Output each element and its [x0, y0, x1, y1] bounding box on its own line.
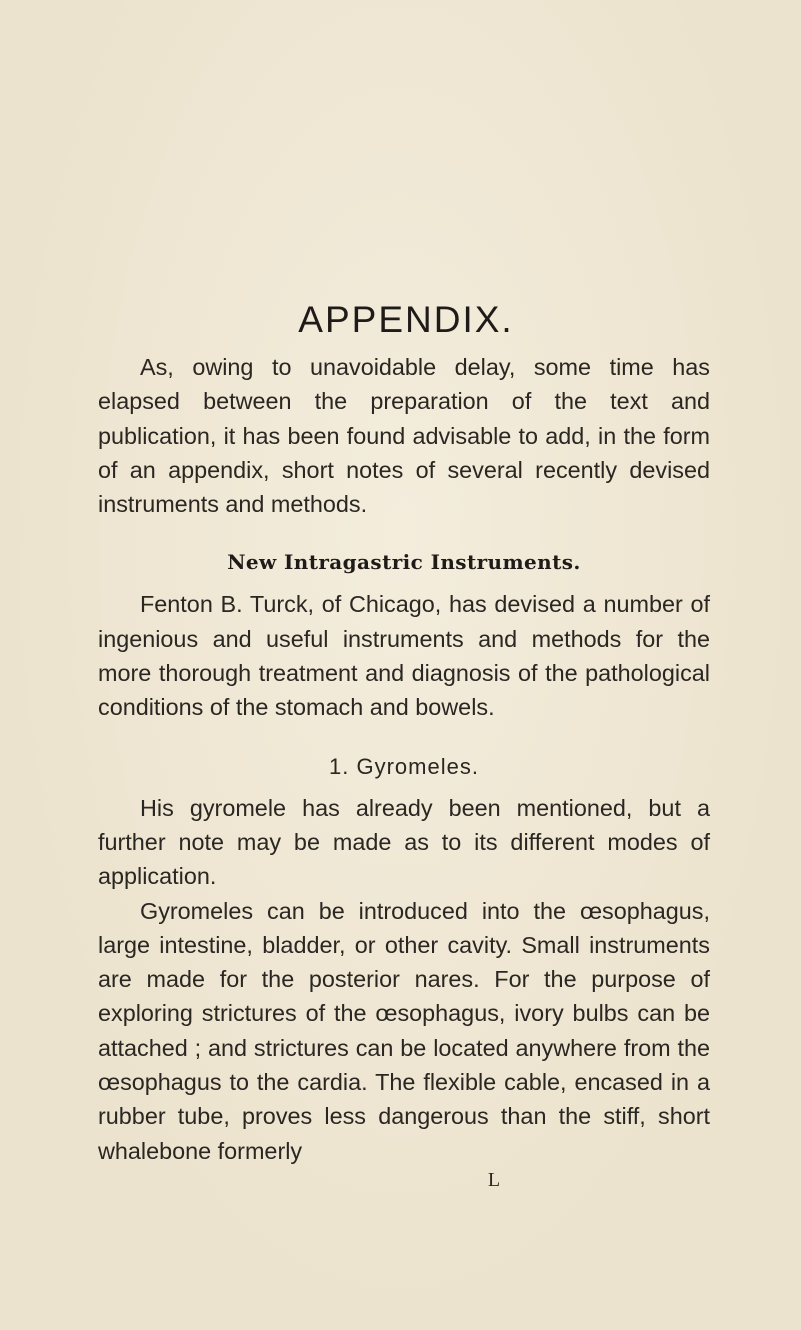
text-block: [98, 300, 710, 1192]
intro-paragraph: As, owing to unavoidable delay, some time has elapsed between the preparation of the text and publication, it has been found advisable to add, in the form of an appendix, short notes of several recently devised instruments and methods.: [98, 354, 710, 518]
section-heading: New Intragastric Instruments.: [227, 550, 581, 575]
signature-mark: L: [487, 1168, 501, 1191]
section-paragraph: Fenton B. Turck, of Chicago, has devised a number of ingenious and useful instruments and methods for the more thorough treatment and diagnosis of the pathological conditions of the stomach and bowels.: [98, 591, 710, 721]
gyromele-paragraph-1: His gyromele has already been mentioned, but a further note may be made as to its different modes of application.: [98, 794, 710, 890]
page-title: APPENDIX.: [298, 299, 514, 340]
subsection-heading: 1. Gyromeles.: [329, 753, 479, 779]
gyromele-paragraph-2: Gyromeles can be introduced into the œsophagus, large intestine, bladder, or other cavity. Small instruments are made for the posterior nares. For the purpose of exploring strictures of the œsophagus, ivory bulbs can be attached ; and strictures can be located anywhere from the œsophagus to the cardia. The flexible cable, encased in a rubber tube, proves less dangerous than the stiff, short whalebone formerly: [98, 897, 710, 1164]
